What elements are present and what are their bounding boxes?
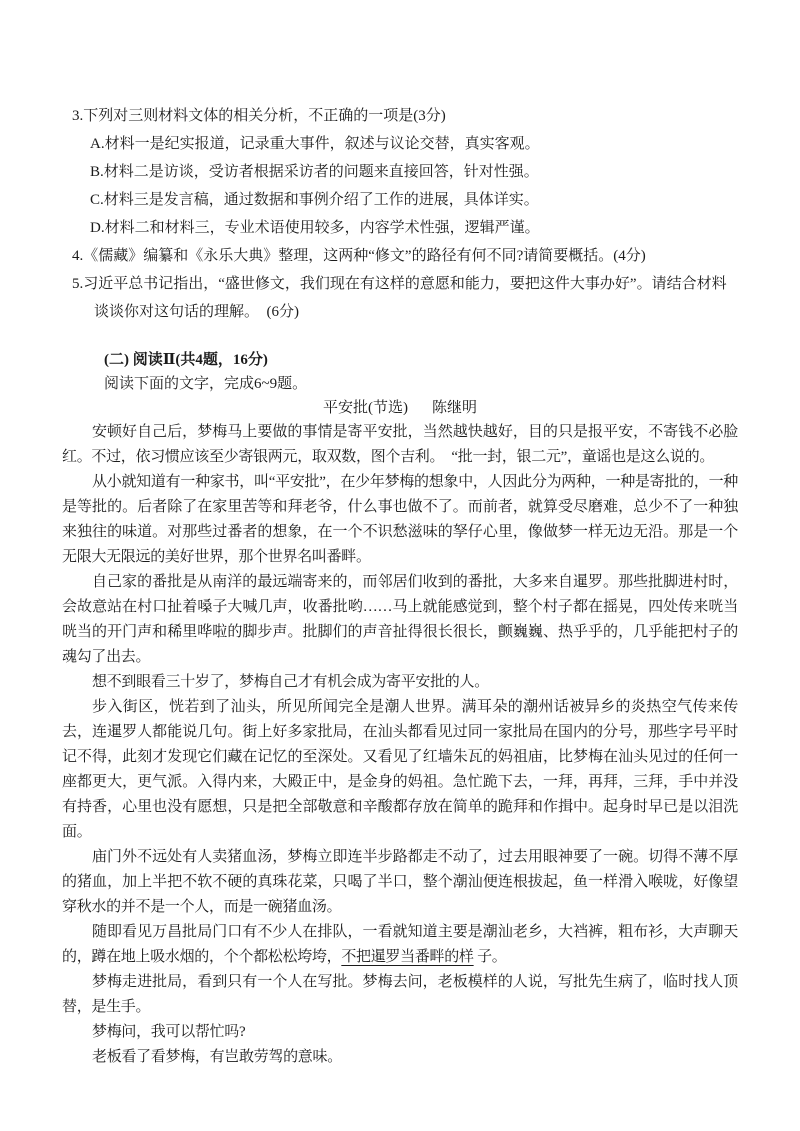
paragraph-7-tail: 子。 bbox=[473, 949, 507, 965]
passage-paragraph-7 bbox=[62, 920, 738, 970]
question-5-stem-line1: 5.习近平总书记指出，“盛世修文，我们现在有这样的意愿和能力，要把这件大事办好”。请结合材料 bbox=[72, 276, 727, 292]
passage-author: 陈继明 bbox=[431, 400, 477, 416]
question-section bbox=[62, 102, 738, 326]
reading-instructions: 阅读下面的文字，完成6~9题。 bbox=[104, 376, 308, 392]
passage-paragraph-10: 老板看了看梦梅，有岂敢劳驾的意味。 bbox=[92, 1049, 342, 1065]
passage-paragraph-4: 想不到眼看三十岁了，梦梅自己才有机会成为寄平安批的人。 bbox=[92, 674, 489, 690]
question-3-option-a: A.材料一是纪实报道，记录重大事件，叙述与议论交替，真实客观。 bbox=[90, 136, 540, 152]
reading-section bbox=[62, 348, 738, 1070]
passage-paragraph-1: 安顿好自己后，梦梅马上要做的事情是寄平安批，当然越快越好，目的只是报平安，不寄钱不必脸红。不过，依习惯应该至少寄银两元，取双数，图个吉利。 “批一封，银二元”，童谣也是这么说的。 bbox=[62, 424, 738, 465]
passage-paragraph-6: 庙门外不远处有人卖猪血汤，梦梅立即连半步路都走不动了，过去用眼神要了一碗。切得不薄不厚的猪血，加上半把不软不硬的真珠花菜，只喝了半口，整个潮汕便连根拔起，鱼一样滑入喉咙，好像望穿秋水的并不是一个人，而是一碗猪血汤。 bbox=[62, 849, 738, 915]
question-4-stem: 4.《儒藏》编纂和《永乐大典》整理，这两种“修文”的路径有何不同?请简要概括。(4分) bbox=[72, 248, 646, 264]
question-3-stem: 3.下列对三则材料文体的相关分析，不正确的一项是(3分) bbox=[72, 108, 446, 124]
question-5-stem-line2: 谈谈你对这句话的理解。 (6分) bbox=[94, 304, 299, 320]
reading-section-header: (二) 阅读Ⅱ(共4题，16分) bbox=[104, 352, 268, 368]
passage-paragraph-2: 从小就知道有一种家书，叫“平安批”，在少年梦梅的想象中，人因此分为两种，一种是寄批的，一种是等批的。后者除了在家里苦等和拜老爷，什么事也做不了。而前者，就算受尽磨难，总少不了一种独来独往的味道。对那些过番者的想象，在一个不识愁滋味的孥仔心里，像做梦一样无边无沿。那是一个无限大无限远的美好世界，那个世界名叫番畔。 bbox=[62, 474, 738, 565]
question-3-option-d: D.材料二和材料三，专业术语使用较多，内容学术性强，逻辑严谨。 bbox=[90, 220, 540, 236]
passage-body bbox=[62, 420, 738, 1070]
passage-paragraph-5: 步入街区，恍若到了汕头，所见所闻完全是潮人世界。满耳朵的潮州话被异乡的炎热空气传来传去，连暹罗人都能说几句。街上好多家批局，在汕头都看见过同一家批局在国内的分号，那些字号平时记不得，此刻才发现它们藏在记忆的至深处。又看见了红墙朱瓦的妈祖庙，比梦梅在汕头见过的任何一座都更大，更气派。入得内来，大殿正中，是金身的妈祖。急忙跪下去，一拜，再拜，三拜，手中并没有持香，心里也没有愿想，只是把全部敬意和辛酸都存放在简单的跪拜和作揖中。起身时早已是以泪洗面。 bbox=[62, 699, 738, 840]
passage-title-line bbox=[62, 396, 738, 420]
paragraph-7-underlined-phrase: 不把暹罗当番畔的样 bbox=[341, 949, 474, 965]
passage-paragraph-3: 自己家的番批是从南洋的最远端寄来的，而邻居们收到的番批，大多来自暹罗。那些批脚进村时，会故意站在村口扯着嗓子大喊几声，收番批哟……马上就能感觉到，整个村子都在摇晃，四处传来咣当咣当的开门声和稀里哗啦的脚步声。批脚们的声音扯得很长很长，颤巍巍、热乎乎的，几乎能把村子的魂勾了出去。 bbox=[62, 574, 738, 665]
passage-title: 平安批(节选) bbox=[322, 400, 408, 416]
passage-paragraph-9: 梦梅问，我可以帮忙吗? bbox=[92, 1024, 246, 1040]
paragraph-7-text: 随即看见万昌批局门口有不少人在排队，一看就知道主要是潮汕老乡，大裆裤，粗布衫，大声聊天的，蹲在地上吸水烟的，个个都松松垮垮， bbox=[62, 924, 738, 965]
question-3-option-b: B.材料二是访谈，受访者根据采访者的问题来直接回答，针对性强。 bbox=[90, 164, 539, 180]
question-3-option-c: C.材料三是发言稿，通过数据和事例介绍了工作的进展，具体详实。 bbox=[90, 192, 539, 208]
passage-paragraph-8: 梦梅走进批局，看到只有一个人在写批。梦梅去问，老板模样的人说，写批先生病了，临时找人顶替，是生手。 bbox=[62, 974, 738, 1015]
